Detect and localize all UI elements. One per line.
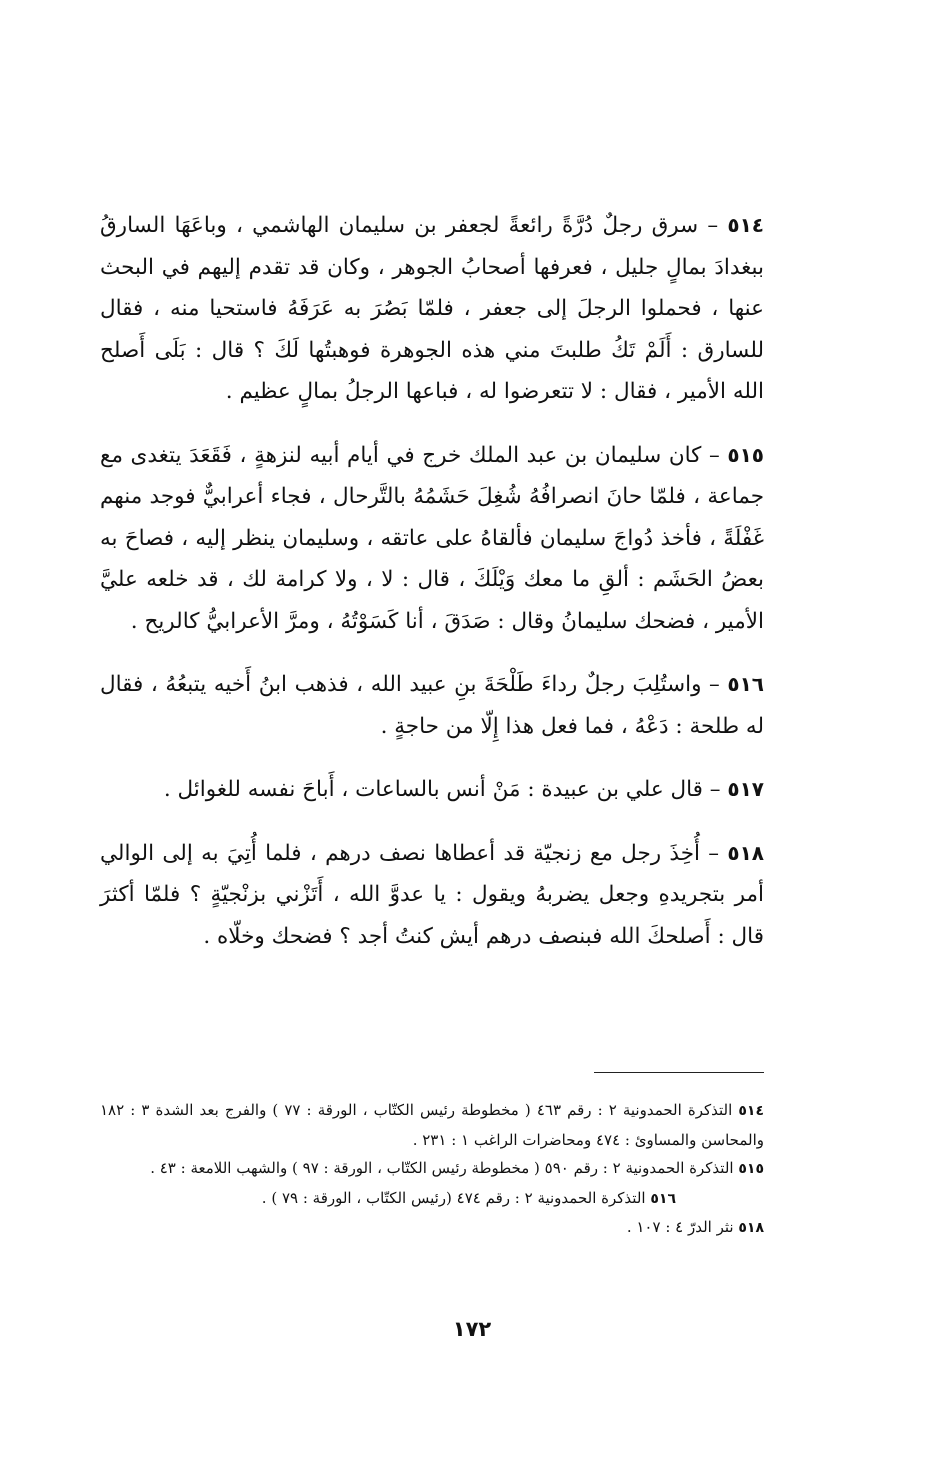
anecdote-number: ٥١٦ — [727, 672, 764, 696]
footnote-number: ٥١٥ — [738, 1161, 764, 1177]
footnote-text: التذكرة الحمدونية ٢ : رقم ٤٦٣ ( مخطوطة رئيس الكتّاب ، الورقة : ٧٧ ) والفرج بعد الشدة ٣ : ١٨٢ والمحاسن والمساوئ : ٤٧٤ ومحاضرات الراغب ١ : ٢٣١ . — [100, 1101, 764, 1149]
page-number: ١٧٢ — [452, 1317, 492, 1341]
anecdote-number: ٥١٤ — [727, 213, 764, 237]
anecdote-518 — [100, 833, 764, 958]
footnote-text: التذكرة الحمدونية ٢ : رقم ٤٧٤ (رئيس الكتّاب ، الورقة : ٧٩ ) . — [261, 1188, 646, 1207]
anecdote-517 — [100, 769, 764, 811]
footnote-number: ٥١٤ — [738, 1103, 765, 1119]
footnote-518 — [100, 1213, 764, 1243]
anecdote-number: ٥١٧ — [727, 777, 764, 801]
anecdote-515 — [100, 435, 764, 643]
anecdote-516 — [100, 664, 764, 747]
footnote-516 — [100, 1184, 764, 1214]
anecdote-text: – سرق رجلٌ دُرَّةً رائعةً لجعفر بن سليمان الهاشمي ، وباعَهَا السارقُ ببغدادَ بمالٍ جليل ، فعرفها أصحابُ الجوهر ، وكان قد تقدم إليهم في البحث عنها ، فحملوا الرجلَ إلى جعفر ، فلمّا بَصُرَ به عَرَفَهُ فاستحيا منه ، فقال للسارق : أَلَمْ تَكُ طلبتَ مني هذه الجوهرة فوهبتُها لَكَ ؟ قال : بَلَى أَصلح الله الأمير ، فقال : لا تتعرضوا له ، فباعها الرجلُ بمالٍ عظيم . — [100, 213, 764, 404]
anecdote-514 — [100, 205, 764, 413]
footnote-number: ٥١٨ — [738, 1220, 764, 1236]
anecdote-text: – كان سليمان بن عبد الملك خرج في أيام أبيه لنزهةٍ ، فَقَعَدَ يتغدى مع جماعة ، فلمّا حانَ انصرافُهُ شُغِلَ حَشَمُهُ بالتَّرحال ، فجاء أعرابيٌّ فوجد منهم غَفْلَةً ، فأخذ دُواجَ سليمان فألقاهُ على عاتقه ، وسليمان ينظر إليه ، فصاحَ به بعضُ الحَشَم : ألقِ ما معك وَيْلَكَ ، قال : لا ، ولا كرامة لك ، قد خلعه عليَّ الأمير ، فضحك سليمانُ وقال : صَدَقَ ، أنا كَسَوْتُهُ ، ومرَّ الأعرابيُّ كالريح . — [100, 442, 764, 634]
footnote-514 — [100, 1096, 764, 1154]
footnote-text: التذكرة الحمدونية ٢ : رقم ٥٩٠ ( مخطوطة رئيس الكتّاب ، الورقة : ٩٧ ) والشهب اللامعة : ٤٣ . — [150, 1159, 734, 1177]
footnote-number: ٥١٦ — [650, 1190, 676, 1207]
anecdote-text: – قال علي بن عبيدة : مَنْ أنس بالساعات ، أَباحَ نفسه للغوائل . — [163, 777, 721, 802]
anecdote-text: – واستُلِبَ رجلٌ رداءَ طَلْحَةَ بنِ عبيد الله ، فذهب ابنُ أَخيه يتبعُهُ ، فقال له طلحة : دَعْهُ ، فما فعل هذا إِلّا من حاجةٍ . — [100, 672, 764, 739]
footnote-separator — [594, 1072, 764, 1073]
footnotes — [100, 1096, 764, 1243]
anecdote-number: ٥١٥ — [727, 442, 764, 467]
footnote-515 — [100, 1154, 764, 1184]
anecdote-text: – أُخِذَ رجل مع زنجيّة قد أعطاها نصف درهم ، فلما أُتِيَ به إلى الوالي أمر بتجريدهِ وجعل يضربهُ ويقول : يا عدوَّ الله ، أَتَزْني بزنْجيّةٍ ؟ فلمّا أكثرَ قال : أَصلحكَ الله فبنصف درهم أيش كنتُ أجد ؟ فضحك وخلّاه . — [100, 840, 764, 949]
main-text — [100, 205, 764, 979]
anecdote-number: ٥١٨ — [727, 840, 764, 865]
footnote-text: نثر الدرّ ٤ : ١٠٧ . — [626, 1218, 734, 1236]
